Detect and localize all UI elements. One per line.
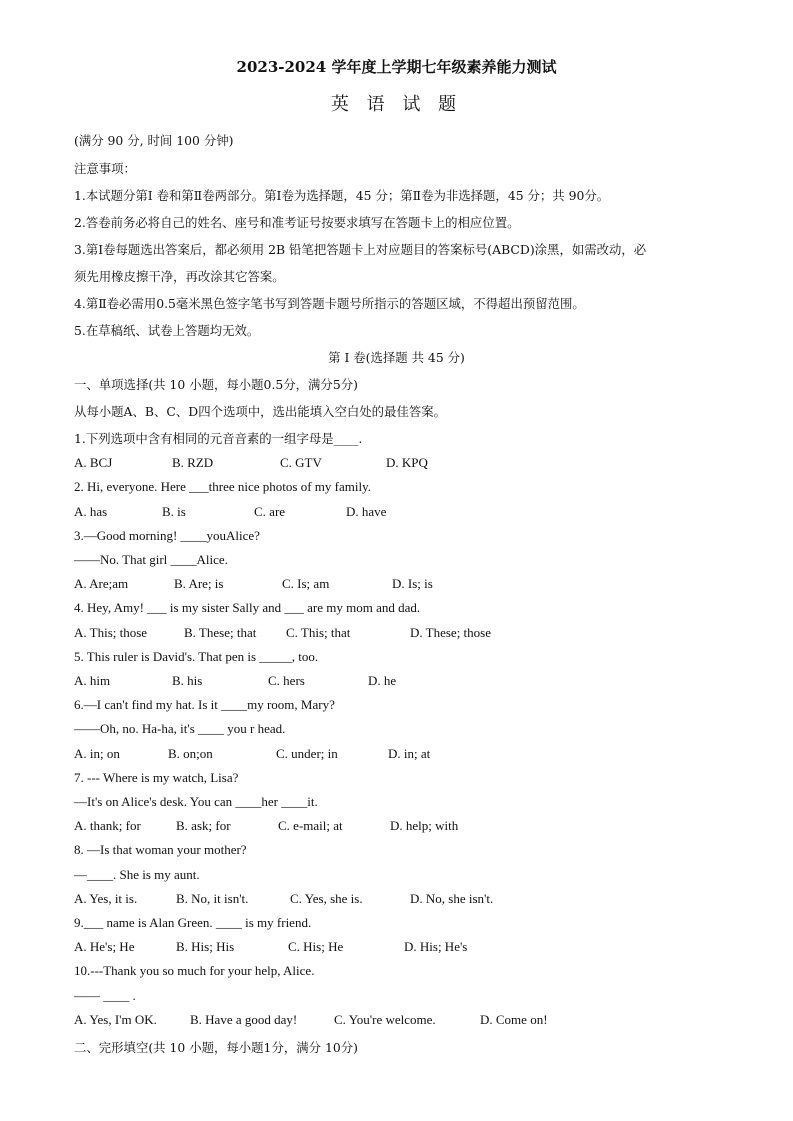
question-4-option-D: D. These; those [410,624,491,640]
question-7-option-D: D. help; with [390,818,459,834]
question-8-option-D: D. No, she isn't. [410,890,494,906]
question-9-option-B: B. His; His [176,939,235,955]
part1-heading: 第 Ⅰ 卷(选择题 共 45 分) [328,350,465,365]
question-3-option-B: B. Are; is [174,576,224,592]
question-3-option-D: D. Is; is [392,576,433,592]
question-8-stem: —____. She is my aunt. [74,866,200,882]
question-10-option-B: B. Have a good day! [190,1011,298,1027]
question-3-stem: 3.—Good morning! ____youAlice? [74,527,260,543]
question-9-option-C: C. His; He [288,939,344,955]
notice-heading: 注意事项： [74,161,136,176]
question-9-option-D: D. His; He's [404,939,468,955]
question-1-option-D: D. KPQ [386,455,428,471]
notice-item: 5.在草稿纸、试卷上答题均无效。 [74,323,260,338]
question-6-option-B: B. on;on [168,745,213,761]
question-2-option-B: B. is [162,503,186,519]
question-3-option-A: A. Are;am [74,576,129,592]
section2-title: 二、完形填空(共 10 小题，每小题1分，满分 10分) [74,1040,358,1055]
notice-item: 4.第Ⅱ卷必需用0.5毫米黑色签字笔书写到答题卡题号所指示的答题区域，不得超出预留范围。 [74,296,585,311]
question-1-option-A: A. BCJ [74,455,113,471]
question-10-option-C: C. You're welcome. [334,1011,436,1027]
exam-subtitle: 英 语 试 题 [330,94,463,115]
question-5-option-C: C. hers [268,673,305,688]
question-7-stem: —It's on Alice's desk. You can ____her ____it. [74,794,318,809]
question-2-option-C: C. are [254,503,286,519]
question-7-option-A: A. thank; for [74,818,141,834]
exam-title: 2023-2024 学年度上学期七年级素养能力测试 [236,58,557,76]
section1-instruction: 从每小题A、B、C、D四个选项中，选出能填入空白处的最佳答案。 [74,404,447,419]
question-4-option-B: B. These; that [184,624,257,640]
question-8-option-B: B. No, it isn't. [176,890,249,906]
question-8-option-C: C. Yes, she is. [290,890,363,906]
question-5-option-A: A. him [74,673,111,688]
question-6-option-C: C. under; in [276,745,338,761]
question-2-stem: 2. Hi, everyone. Here ___three nice photos of my family. [74,479,371,495]
question-6-option-D: D. in; at [388,745,431,761]
question-9-option-A: A. He's; He [74,939,135,955]
question-1-option-C: C. GTV [280,455,322,471]
question-5-stem: 5. This ruler is David's. That pen is _____, too. [74,648,319,664]
question-10-option-A: A. Yes, I'm OK. [74,1011,157,1027]
score-time: (满分 90 分, 时间 100 分钟) [74,133,234,148]
question-2-option-A: A. has [74,503,108,519]
question-1-option-B: B. RZD [172,455,214,471]
notice-item: 须先用橡皮擦干净，再改涂其它答案。 [74,269,285,284]
notice-item: 3.第Ⅰ卷每题选出答案后，都必须用 2B 铅笔把答题卡上对应题目的答案标号(ABCD)涂黑，如需改动，必 [74,242,647,257]
question-6-option-A: A. in; on [74,745,120,761]
question-7-option-B: B. ask; for [176,818,231,834]
question-2-option-D: D. have [346,503,387,519]
question-3-option-C: C. Is; am [282,576,330,592]
question-5-option-D: D. he [368,673,397,688]
question-8-stem: 8. —Is that woman your mother? [74,842,247,858]
question-9-stem: 9.___ name is Alan Green. ____ is my friend. [74,915,312,930]
question-10-option-D: D. Come on! [480,1011,548,1027]
question-6-stem: ——Oh, no. Ha-ha, it's ____ you r head. [74,721,286,737]
question-1-stem: 1.下列选项中含有相同的元音音素的一组字母是____. [74,431,363,446]
question-10-stem: —— ____ . [74,987,136,1003]
question-6-stem: 6.—I can't find my hat. Is it ____my room, Mary? [74,697,335,713]
question-4-option-A: A. This; those [74,624,148,640]
section1-title: 一、单项选择(共 10 小题，每小题0.5分，满分5分) [74,377,358,392]
question-7-option-C: C. e-mail; at [278,818,343,834]
question-8-option-A: A. Yes, it is. [74,890,138,906]
question-3-stem: ——No. That girl ____Alice. [74,552,228,567]
question-4-stem: 4. Hey, Amy! ___ is my sister Sally and ___ are my mom and dad. [74,600,421,616]
question-7-stem: 7. --- Where is my watch, Lisa? [74,769,239,785]
question-10-stem: 10.---Thank you so much for your help, Alice. [74,963,315,979]
question-4-option-C: C. This; that [286,624,351,640]
notice-item: 1.本试题分第Ⅰ 卷和第Ⅱ卷两部分。第Ⅰ卷为选择题，45 分；第Ⅱ卷为非选择题，45 分；共 90分。 [74,188,610,203]
notice-item: 2.答卷前务必将自己的姓名、座号和准考证号按要求填写在答题卡上的相应位置。 [74,215,520,230]
question-5-option-B: B. his [172,673,203,688]
